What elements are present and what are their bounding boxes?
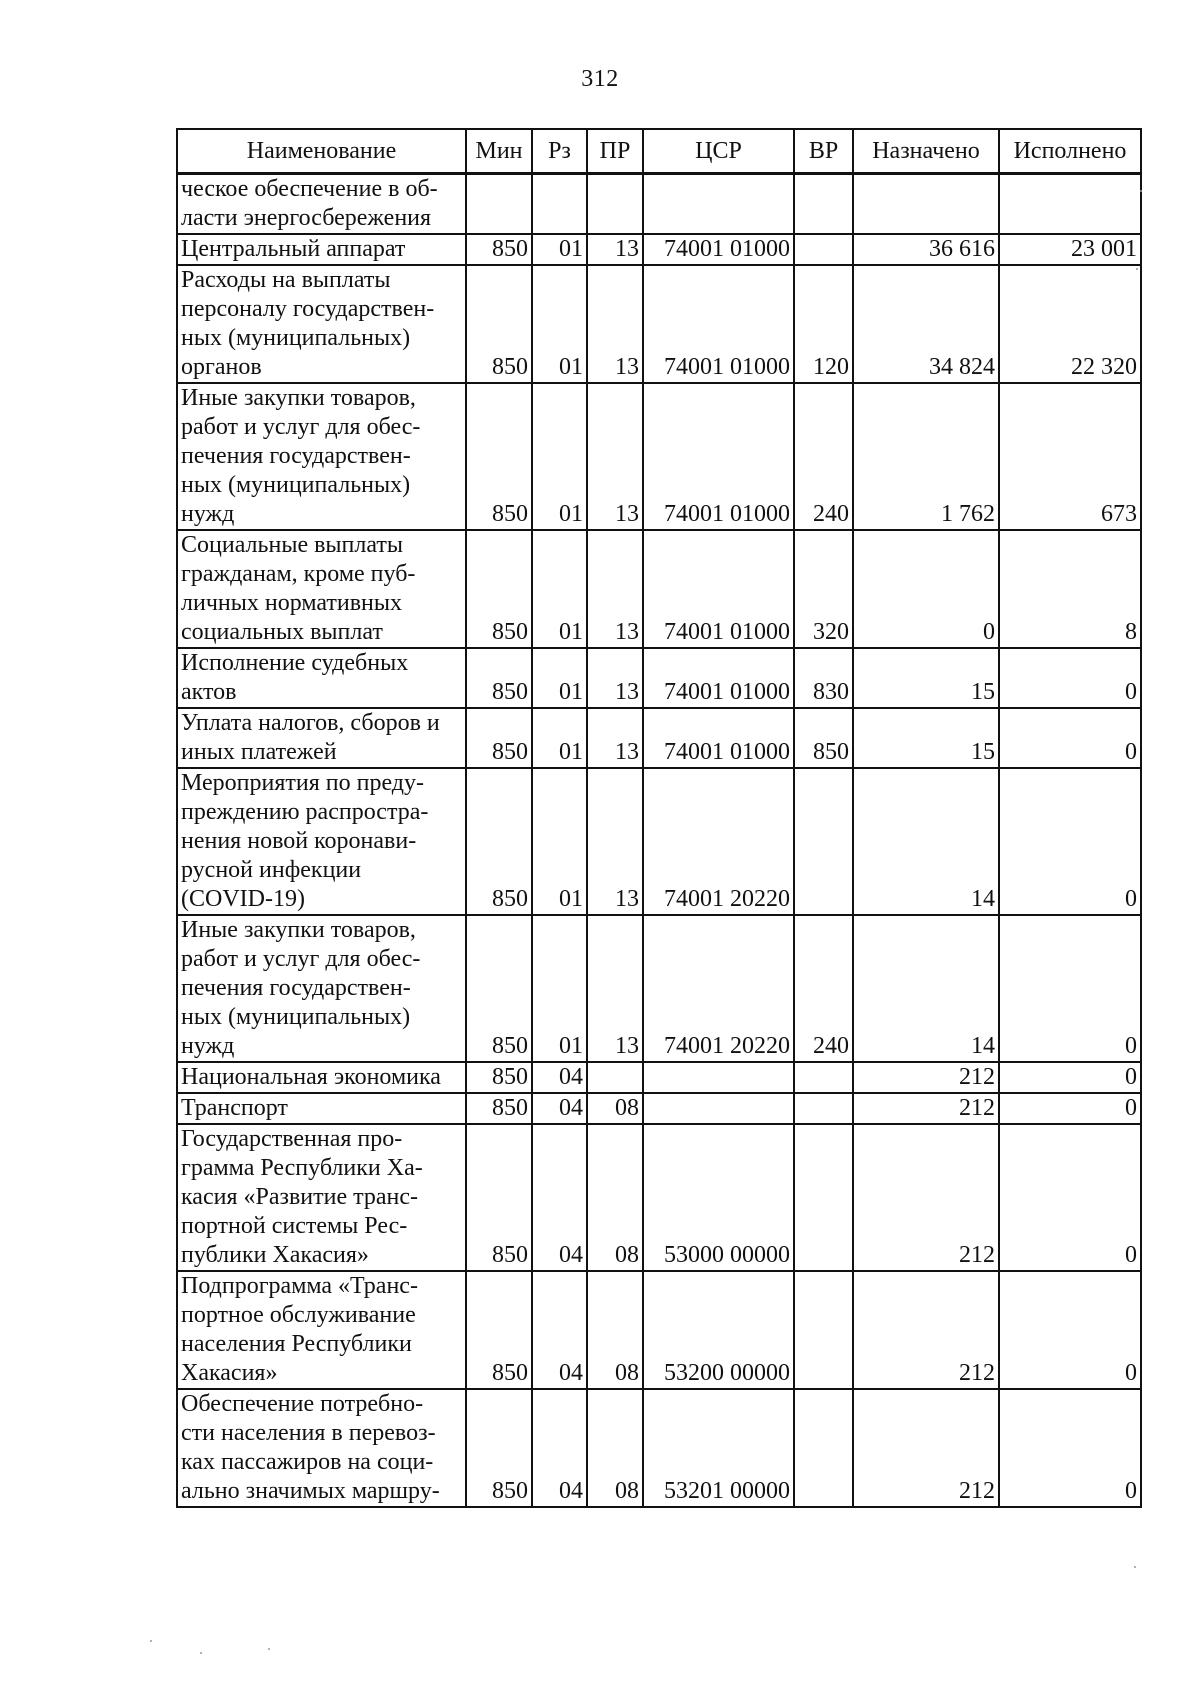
table-row: [177, 915, 1141, 1062]
cell-vr: 240: [794, 915, 853, 1062]
cell-name: Национальная экономика: [177, 1062, 466, 1093]
table-row: [177, 1124, 1141, 1271]
cell-vr: [794, 1389, 853, 1507]
cell-pr: 08: [587, 1124, 643, 1271]
cell-assigned: 212: [853, 1062, 999, 1093]
cell-min: 850: [466, 915, 532, 1062]
cell-name: ческое обеспечение в об- ласти энергосбережения: [177, 174, 466, 235]
cell-assigned: 212: [853, 1124, 999, 1271]
cell-vr: 120: [794, 265, 853, 383]
cell-assigned: 14: [853, 915, 999, 1062]
cell-rz: 01: [532, 708, 587, 768]
cell-executed: 0: [999, 1124, 1141, 1271]
scan-speck: [200, 1652, 202, 1654]
cell-assigned: 14: [853, 768, 999, 915]
cell-vr: [794, 1271, 853, 1389]
cell-min: 850: [466, 1271, 532, 1389]
cell-min: 850: [466, 1124, 532, 1271]
cell-assigned: 15: [853, 708, 999, 768]
header-executed: Исполнено: [999, 129, 1141, 174]
cell-rz: 04: [532, 1124, 587, 1271]
cell-rz: 04: [532, 1389, 587, 1507]
table-header-row: [177, 129, 1141, 174]
cell-rz: 01: [532, 234, 587, 265]
cell-pr: 13: [587, 768, 643, 915]
cell-rz: 04: [532, 1062, 587, 1093]
cell-name: Мероприятия по преду- преждению распростра- нения новой коронави- русной инфекции (COVID-19): [177, 768, 466, 915]
cell-name: Подпрограмма «Транс- портное обслуживание населения Республики Хакасия»: [177, 1271, 466, 1389]
cell-rz: 04: [532, 1271, 587, 1389]
cell-pr: 08: [587, 1389, 643, 1507]
cell-vr: 240: [794, 383, 853, 530]
cell-rz: 01: [532, 265, 587, 383]
cell-executed: 0: [999, 1062, 1141, 1093]
cell-pr: 13: [587, 265, 643, 383]
scan-speck: [150, 1640, 152, 1642]
cell-pr: 13: [587, 234, 643, 265]
table-row: [177, 174, 1141, 235]
table-row: [177, 768, 1141, 915]
cell-assigned: 34 824: [853, 265, 999, 383]
cell-vr: [794, 174, 853, 235]
cell-min: 850: [466, 768, 532, 915]
cell-executed: 0: [999, 1271, 1141, 1389]
cell-csr: [643, 174, 794, 235]
scan-speck: [1134, 1566, 1136, 1568]
table-row: [177, 708, 1141, 768]
table-row: [177, 1271, 1141, 1389]
cell-csr: 74001 01000: [643, 708, 794, 768]
cell-executed: 673: [999, 383, 1141, 530]
cell-csr: 53200 00000: [643, 1271, 794, 1389]
cell-pr: 08: [587, 1093, 643, 1124]
cell-min: 850: [466, 383, 532, 530]
header-assigned: Назначено: [853, 129, 999, 174]
cell-min: 850: [466, 1389, 532, 1507]
cell-pr: 13: [587, 915, 643, 1062]
cell-executed: 8: [999, 530, 1141, 648]
cell-assigned: 0: [853, 530, 999, 648]
cell-pr: 13: [587, 530, 643, 648]
cell-vr: 850: [794, 708, 853, 768]
cell-csr: 74001 01000: [643, 234, 794, 265]
cell-rz: 01: [532, 768, 587, 915]
cell-executed: 0: [999, 915, 1141, 1062]
cell-rz: 04: [532, 1093, 587, 1124]
cell-executed: 22 320: [999, 265, 1141, 383]
cell-min: 850: [466, 708, 532, 768]
cell-executed: 0: [999, 648, 1141, 708]
cell-csr: 74001 20220: [643, 768, 794, 915]
cell-pr: 13: [587, 708, 643, 768]
cell-rz: 01: [532, 915, 587, 1062]
scan-speck: [1136, 268, 1138, 270]
cell-vr: [794, 1093, 853, 1124]
cell-min: [466, 174, 532, 235]
cell-csr: [643, 1062, 794, 1093]
cell-assigned: 212: [853, 1389, 999, 1507]
cell-assigned: 36 616: [853, 234, 999, 265]
cell-csr: [643, 1093, 794, 1124]
cell-name: Государственная про- грамма Республики Ха- касия «Развитие транс- портной системы Рес- публики Хакасия»: [177, 1124, 466, 1271]
cell-name: Центральный аппарат: [177, 234, 466, 265]
table-body: [177, 174, 1141, 1508]
cell-name: Обеспечение потребно- сти населения в перевоз- ках пассажиров на соци- ально значимых маршру-: [177, 1389, 466, 1507]
header-min: Мин: [466, 129, 532, 174]
cell-name: Транспорт: [177, 1093, 466, 1124]
budget-table: [176, 128, 1142, 1508]
cell-name: Уплата налогов, сборов и иных платежей: [177, 708, 466, 768]
cell-assigned: 1 762: [853, 383, 999, 530]
cell-name: Иные закупки товаров, работ и услуг для обес- печения государствен- ных (муниципальных) нужд: [177, 383, 466, 530]
cell-pr: [587, 1062, 643, 1093]
cell-min: 850: [466, 530, 532, 648]
cell-csr: 74001 01000: [643, 530, 794, 648]
table-row: [177, 234, 1141, 265]
cell-vr: [794, 1062, 853, 1093]
cell-executed: 0: [999, 1389, 1141, 1507]
page-number: 312: [581, 66, 619, 92]
cell-rz: 01: [532, 648, 587, 708]
table-row: [177, 383, 1141, 530]
cell-min: 850: [466, 1093, 532, 1124]
cell-csr: 74001 01000: [643, 265, 794, 383]
cell-pr: 13: [587, 648, 643, 708]
cell-pr: [587, 174, 643, 235]
cell-assigned: 15: [853, 648, 999, 708]
header-pr: ПР: [587, 129, 643, 174]
header-rz: Рз: [532, 129, 587, 174]
cell-csr: 74001 01000: [643, 648, 794, 708]
table-row: [177, 530, 1141, 648]
table-row: [177, 1062, 1141, 1093]
cell-min: 850: [466, 265, 532, 383]
cell-name: Иные закупки товаров, работ и услуг для обес- печения государствен- ных (муниципальных) нужд: [177, 915, 466, 1062]
scan-speck: [268, 1648, 270, 1650]
cell-min: 850: [466, 234, 532, 265]
cell-csr: 53000 00000: [643, 1124, 794, 1271]
table-row: [177, 1389, 1141, 1507]
cell-min: 850: [466, 1062, 532, 1093]
table-row: [177, 648, 1141, 708]
cell-pr: 08: [587, 1271, 643, 1389]
cell-vr: 830: [794, 648, 853, 708]
cell-csr: 74001 20220: [643, 915, 794, 1062]
cell-vr: [794, 768, 853, 915]
header-name: Наименование: [177, 129, 466, 174]
cell-executed: [999, 174, 1141, 235]
cell-rz: [532, 174, 587, 235]
cell-rz: 01: [532, 530, 587, 648]
cell-executed: 0: [999, 1093, 1141, 1124]
cell-vr: [794, 1124, 853, 1271]
cell-name: Социальные выплаты гражданам, кроме пуб- личных нормативных социальных выплат: [177, 530, 466, 648]
table-row: [177, 265, 1141, 383]
cell-csr: 53201 00000: [643, 1389, 794, 1507]
cell-name: Расходы на выплаты персоналу государствен- ных (муниципальных) органов: [177, 265, 466, 383]
cell-rz: 01: [532, 383, 587, 530]
cell-csr: 74001 01000: [643, 383, 794, 530]
cell-vr: [794, 234, 853, 265]
table-row: [177, 1093, 1141, 1124]
cell-vr: 320: [794, 530, 853, 648]
cell-min: 850: [466, 648, 532, 708]
header-vr: ВР: [794, 129, 853, 174]
cell-executed: 0: [999, 768, 1141, 915]
cell-assigned: 212: [853, 1093, 999, 1124]
header-csr: ЦСР: [643, 129, 794, 174]
cell-pr: 13: [587, 383, 643, 530]
cell-executed: 0: [999, 708, 1141, 768]
cell-executed: 23 001: [999, 234, 1141, 265]
scan-speck: [1140, 190, 1142, 192]
cell-name: Исполнение судебных актов: [177, 648, 466, 708]
cell-assigned: [853, 174, 999, 235]
cell-assigned: 212: [853, 1271, 999, 1389]
